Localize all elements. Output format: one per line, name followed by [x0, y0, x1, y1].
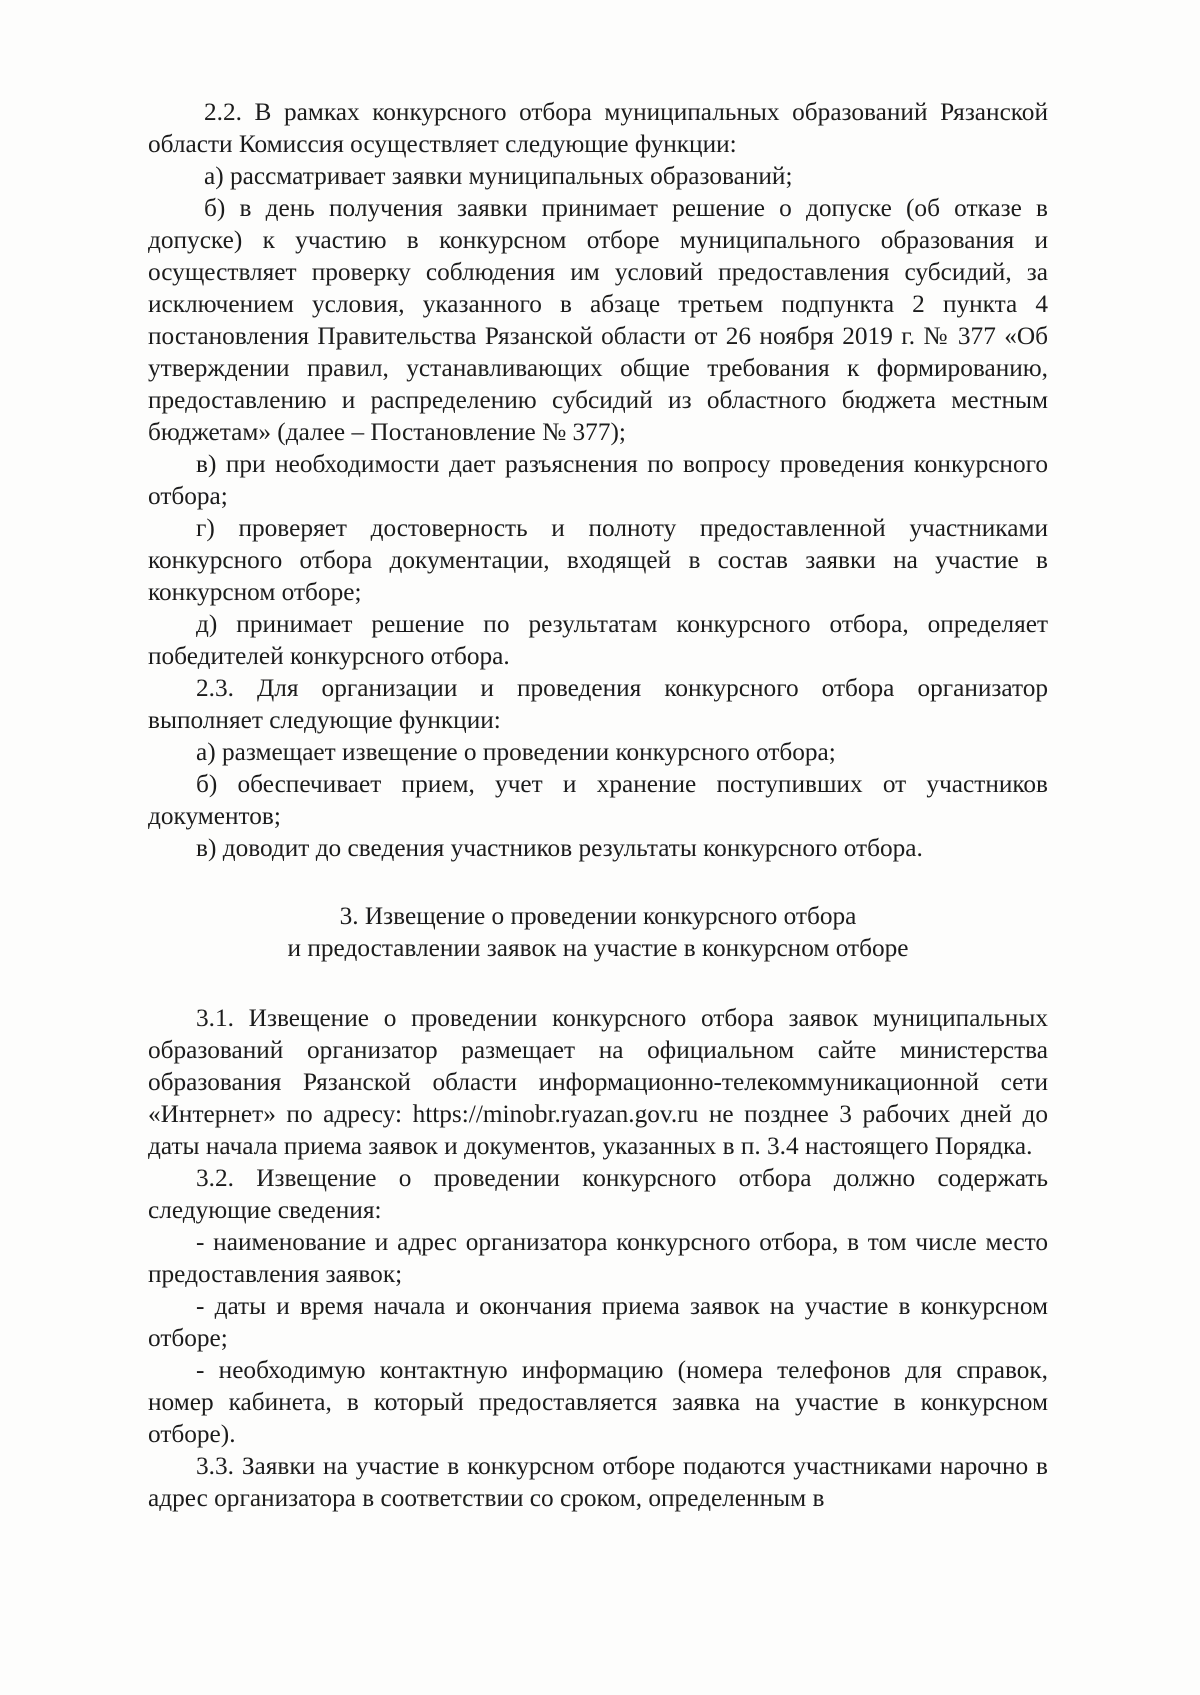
paragraph-2-2-g: г) проверяет достоверность и полноту предоставленной участниками конкурсного отбора документации, входящей в состав заявки на участие в конкурсном отборе;: [148, 514, 1048, 606]
paragraph-3-2-item1: - наименование и адрес организатора конкурсного отбора, в том числе место предоставления заявок;: [148, 1228, 1048, 1288]
paragraph-2-2: 2.2. В рамках конкурсного отбора муниципальных образований Рязанской области Комиссия осуществляет следующие функции:: [148, 98, 1048, 158]
paragraph-3-2-item3: - необходимую контактную информацию (номера телефонов для справок, номер кабинета, в который предоставляется заявка на участие в конкурсном отборе).: [148, 1356, 1048, 1448]
paragraph-2-2-v: в) при необходимости дает разъяснения по вопросу проведения конкурсного отбора;: [148, 450, 1048, 510]
document-body: [148, 96, 1048, 1514]
paragraph-3-3: 3.3. Заявки на участие в конкурсном отборе подаются участниками нарочно в адрес организатора в соответствии со сроком, определенным в: [148, 1452, 1048, 1512]
paragraph-2-3-a: а) размещает извещение о проведении конкурсного отбора;: [196, 738, 836, 766]
paragraph-3-2: 3.2. Извещение о проведении конкурсного отбора должно содержать следующие сведения:: [148, 1164, 1048, 1224]
paragraph-2-2-d: д) принимает решение по результатам конкурсного отбора, определяет победителей конкурсного отбора.: [148, 610, 1048, 670]
paragraph-2-3: 2.3. Для организации и проведения конкурсного отбора организатор выполняет следующие функции:: [148, 674, 1048, 734]
paragraph-3-1: 3.1. Извещение о проведении конкурсного отбора заявок муниципальных образований организатор размещает на официальном сайте министерства образования Рязанской области информационно-телекоммуникационной сети «Интернет» по адресу: https://minobr.ryazan.gov.ru не позднее 3 рабочих дней до даты начала приема заявок и документов, указанных в п. 3.4 настоящего Порядка.: [148, 1004, 1048, 1160]
paragraph-2-2-b: б) в день получения заявки принимает решение о допуске (об отказе в допуске) к участию в конкурсном отборе муниципального образования и осуществляет проверку соблюдения им условий предоставления субсидий, за исключением условия, указанного в абзаце третьем подпункта 2 пункта 4 постановления Правительства Рязанской области от 26 ноября 2019 г. № 377 «Об утверждении правил, устанавливающих общие требования к формированию, предоставлению и распределению субсидий из областного бюджета местным бюджетам» (далее – Постановление № 377);: [148, 194, 1048, 446]
paragraph-2-3-v: в) доводит до сведения участников результаты конкурсного отбора.: [196, 834, 923, 862]
section-3-heading-line1: 3. Извещение о проведении конкурсного отбора: [339, 902, 857, 930]
section-3-heading: [148, 900, 1048, 964]
paragraph-2-2-a: а) рассматривает заявки муниципальных образований;: [204, 162, 793, 190]
paragraph-2-3-b: б) обеспечивает прием, учет и хранение поступивших от участников документов;: [148, 770, 1048, 830]
paragraph-3-2-item2: - даты и время начала и окончания приема заявок на участие в конкурсном отборе;: [148, 1292, 1048, 1352]
section-3-heading-line2: и предоставлении заявок на участие в конкурсном отборе: [287, 934, 909, 962]
